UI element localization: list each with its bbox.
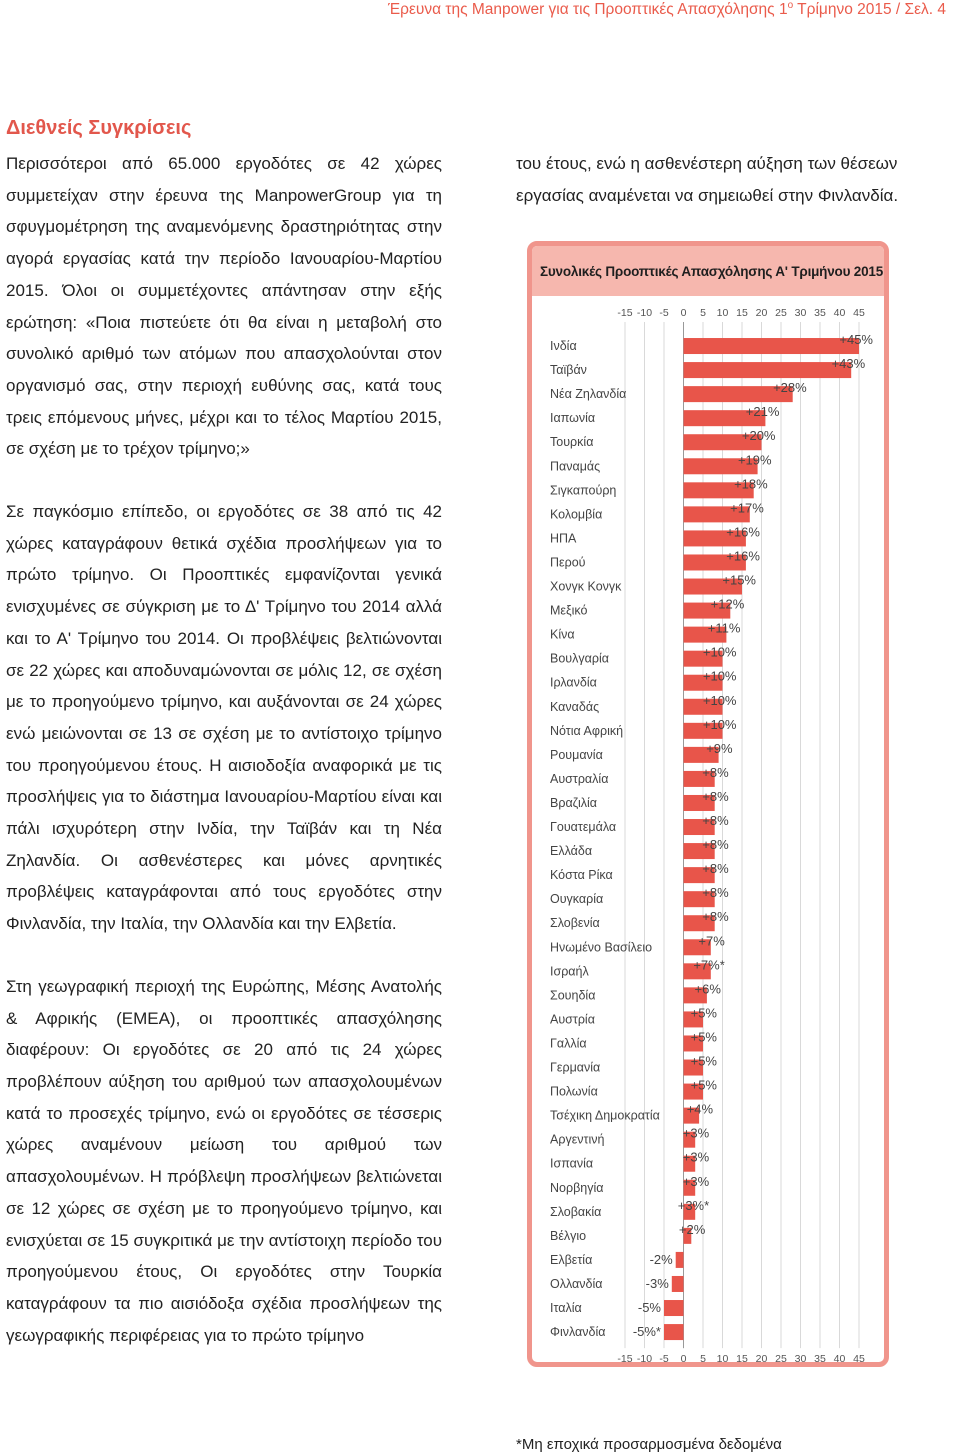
category-label: Κολομβία	[550, 507, 603, 522]
value-label: +8%	[702, 837, 729, 853]
tick-label-bottom: -10	[636, 1353, 653, 1362]
value-label: +5%	[690, 1077, 717, 1093]
category-label: Ελλάδα	[550, 844, 593, 859]
value-label: +17%	[730, 500, 764, 516]
value-label: +5%	[690, 1029, 717, 1045]
value-label: -5%*	[632, 1324, 661, 1340]
tick-label-bottom: 20	[755, 1353, 768, 1362]
tick-label-top: -10	[636, 307, 653, 319]
value-label: +3%*	[677, 1197, 710, 1213]
value-label: +7%	[698, 933, 725, 949]
value-label: +5%	[690, 1053, 717, 1069]
data-bar	[684, 338, 860, 354]
category-label: Γαλλία	[550, 1036, 587, 1051]
category-label: Νορβηγία	[550, 1180, 604, 1195]
paragraph-emea: Στη γεωγραφική περιοχή της Ευρώπης, Μέσης Ανατολής & Αφρικής (ΕΜΕΑ), οι προοπτικές απασχόλησης διαφέρουν: Οι εργοδότες σε 20 από τις 24 χώρες προβλέπουν αύξηση του αριθμού των απασχολουμένων κατά το προσεχές τρίμηνο, ενώ οι εργοδότες σε τέσσερις χώρες αναμένουν μείωση του αριθμού των απασχολουμένων. Η πρόβλεψη προσλήψεων βελτιώνεται σε 12 χώρες σε σχέση με το προηγούμενο τρίμηνο, και ενισχύεται σε 15 συγκριτικά με την αντίστοιχη περίοδο του προηγούμενου έτους, Οι εργοδότες στην Τουρκία καταγράφουν τα πιο αισιόδοξα σχέδια προσλήψεων της γεωγραφικής περιφέρειας για το πρώτο τρίμηνο	[6, 976, 442, 1345]
value-label: +6%	[694, 981, 721, 997]
value-label: -5%	[637, 1300, 661, 1316]
category-label: Ουγκαρία	[550, 892, 604, 907]
value-label: +8%	[702, 861, 729, 877]
value-label: +7%*	[693, 957, 725, 973]
tick-label-top: 5	[700, 307, 706, 319]
tick-label-bottom: 30	[794, 1353, 807, 1362]
category-label: Αργεντινή	[550, 1132, 605, 1147]
value-label: +20%	[741, 428, 776, 444]
tick-label-top: -5	[659, 307, 669, 319]
category-label: Τουρκία	[550, 435, 594, 450]
tick-label-top: 20	[755, 307, 768, 319]
category-label: Σλοβενία	[550, 916, 600, 931]
value-label: +10%	[702, 668, 737, 684]
tick-label-top: -15	[617, 307, 633, 319]
category-label: Αυστραλία	[550, 771, 609, 786]
category-label: Φινλανδία	[550, 1325, 606, 1340]
value-label: +18%	[734, 476, 768, 492]
data-bar	[672, 1276, 684, 1292]
tick-label-bottom: 25	[775, 1353, 787, 1362]
header-suffix: Τρίμηνο 2015 / Σελ. 4	[793, 1, 946, 19]
category-label: Αυστρία	[550, 1012, 595, 1027]
category-label: Βουλγαρία	[550, 651, 609, 666]
tick-label-bottom: 0	[680, 1353, 687, 1362]
category-label: Παναμάς	[550, 459, 601, 474]
employment-outlook-chart	[532, 246, 884, 1362]
category-label: Γουατεμάλα	[550, 820, 617, 835]
tick-label-top: 45	[853, 307, 865, 319]
category-label: Μεξικό	[550, 603, 588, 618]
value-label: +43%	[831, 356, 866, 372]
data-bar	[664, 1300, 684, 1316]
footnote: *Μη εποχικά προσαρμοσμένα δεδομένα	[516, 1436, 782, 1453]
category-label: Ταϊβάν	[550, 363, 587, 378]
value-label: +2%	[678, 1221, 706, 1237]
tick-label-bottom: -15	[617, 1353, 633, 1362]
tick-label-top: 40	[833, 307, 846, 319]
tick-label-bottom: 15	[736, 1353, 748, 1362]
category-label: Σιγκαπούρη	[550, 483, 617, 498]
value-label: +10%	[702, 644, 737, 660]
value-label: +28%	[773, 380, 807, 396]
category-label: Τσέχικη Δημοκρατία	[550, 1108, 660, 1123]
category-label: Ιρλανδία	[550, 675, 597, 690]
category-label: Πολωνία	[550, 1084, 598, 1099]
category-label: Ρουμανία	[550, 747, 603, 762]
value-label: +16%	[726, 524, 760, 540]
tick-label-top: 25	[775, 307, 787, 319]
header-prefix: Έρευνα της Manpower για τις Προοπτικές Απασχόλησης 1	[387, 1, 788, 19]
category-label: Γερμανία	[550, 1060, 601, 1075]
chart-box	[527, 241, 889, 1367]
tick-label-bottom: 45	[853, 1353, 865, 1362]
category-label: Κόστα Ρίκα	[550, 868, 613, 883]
category-label: Περού	[550, 555, 586, 570]
value-label: +10%	[702, 692, 737, 708]
paragraph-continued: του έτους, ενώ η ασθενέστερη αύξηση των θέσεων εργασίας αναμένεται να σημειωθεί στην Φινλανδία.	[516, 154, 899, 205]
running-header	[388, 0, 946, 19]
value-label: -2%	[649, 1251, 673, 1267]
data-bar	[664, 1324, 684, 1340]
tick-label-bottom: -5	[659, 1353, 669, 1362]
category-label: Ισπανία	[550, 1156, 594, 1171]
value-label: +9%	[706, 740, 733, 756]
value-label: +8%	[702, 764, 729, 780]
category-label: Καναδάς	[550, 699, 600, 714]
tick-label-bottom: 5	[700, 1353, 706, 1362]
value-label: +8%	[702, 885, 729, 901]
category-label: Σλοβακία	[550, 1204, 602, 1219]
value-label: -3%	[645, 1275, 669, 1291]
value-label: +21%	[745, 404, 780, 420]
category-label: Νότια Αφρική	[550, 723, 624, 738]
right-column	[516, 148, 956, 211]
value-label: +15%	[722, 572, 756, 588]
category-label: Ηνωμένο Βασίλειο	[550, 940, 653, 955]
left-column	[6, 148, 442, 1351]
value-label: +5%	[690, 1005, 717, 1021]
category-label: Βραζιλία	[550, 795, 597, 810]
category-label: Ινδία	[550, 339, 577, 354]
category-label: Ελβετία	[550, 1252, 593, 1267]
category-label: Σουηδία	[550, 988, 596, 1003]
tick-label-top: 0	[680, 307, 687, 319]
value-label: +3%	[682, 1173, 710, 1189]
category-label: Ισραήλ	[550, 964, 589, 979]
paragraph-intro: Περισσότεροι από 65.000 εργοδότες σε 42 χώρες συμμετείχαν στην έρευνα της ManpowerGroup για τη σφυγμομέτρηση της αναμενόμενης δραστηριότητας στην αγορά εργασίας κατά την περίοδο Ιανουαρίου-Μαρτίου 2015. Όλοι οι συμμετέχοντες απάντησαν στην εξής ερώτηση: «Ποια πιστεύετε ότι θα είναι η μεταβολή στο συνολικό αριθμό των ατόμων που απασχολούνται στον οργανισμό σας, στην περιοχή ευθύνης σας, κατά τους τρεις επόμενους μήνες, μέχρι και το τέλος Μαρτίου 2015, σε σχέση με το τρέχον τρίμηνο;»	[6, 154, 442, 459]
value-label: +3%	[682, 1149, 710, 1165]
tick-label-bottom: 40	[833, 1353, 846, 1362]
value-label: +45%	[839, 332, 873, 348]
header-sup: ο	[787, 0, 794, 11]
category-label: ΗΠΑ	[550, 531, 577, 546]
value-label: +16%	[726, 548, 760, 564]
paragraph-global: Σε παγκόσμιο επίπεδο, οι εργοδότες σε 38 από τις 42 χώρες καταγράφουν θετικά σχέδια προσλήψεων για το πρώτο τρίμηνο. Οι Προοπτικές εμφανίζονται γενικά ενισχυμένες σε σύγκριση με το Δ' Τρίμηνο του 2014 αλλά και το Α' Τρίμηνο του 2014. Οι προβλέψεις βελτιώνονται σε 22 χώρες και αποδυναμώνονται σε μόλις 12, σε σχέση με το προηγούμενο τρίμηνο, και αυξάνονται σε 24 χώρες ενώ μειώνονται σε 13 σε σχέση με το αντίστοιχο τρίμηνο του προηγούμενου έτους. Η αισιοδοξία αναφορικά με τις προσλήψεις για το διάστημα Ιανουαρίου-Μαρτίου είναι και πάλι ισχυρότερη στην Ινδία, την Ταϊβάν και τη Νέα Ζηλανδία. Οι ασθενέστερες και μόνες αρνητικές προβλέψεις καταγράφονται από τους εργοδότες στην Φινλανδία, την Ιταλία, την Ολλανδία και την Ελβετία.	[6, 502, 442, 934]
tick-label-top: 35	[814, 307, 826, 319]
category-label: Κίνα	[550, 627, 575, 642]
value-label: +8%	[702, 909, 729, 925]
tick-label-bottom: 35	[814, 1353, 826, 1362]
category-label: Ιταλία	[550, 1301, 582, 1316]
section-title: Διεθνείς Συγκρίσεις	[6, 117, 192, 139]
value-label: +3%	[682, 1125, 710, 1141]
value-label: +10%	[702, 716, 737, 732]
category-label: Ιαπωνία	[550, 411, 596, 426]
value-label: +12%	[710, 596, 745, 612]
tick-label-top: 30	[794, 307, 807, 319]
category-label: Χονγκ Κονγκ	[550, 579, 622, 594]
category-label: Νέα Ζηλανδία	[550, 387, 627, 402]
data-bar	[684, 362, 852, 378]
tick-label-top: 10	[716, 307, 729, 319]
tick-label-bottom: 10	[716, 1353, 729, 1362]
value-label: +8%	[702, 788, 729, 804]
value-label: +11%	[707, 620, 741, 636]
chart-title: Συνολικές Προοπτικές Απασχόλησης Α' Τριμήνου 2015	[540, 264, 884, 279]
value-label: +4%	[686, 1101, 714, 1117]
category-label: Ολλανδία	[550, 1276, 603, 1291]
category-label: Βέλγιο	[550, 1228, 587, 1243]
tick-label-top: 15	[736, 307, 748, 319]
value-label: +19%	[737, 452, 772, 468]
data-bar	[676, 1252, 684, 1268]
value-label: +8%	[702, 813, 729, 829]
